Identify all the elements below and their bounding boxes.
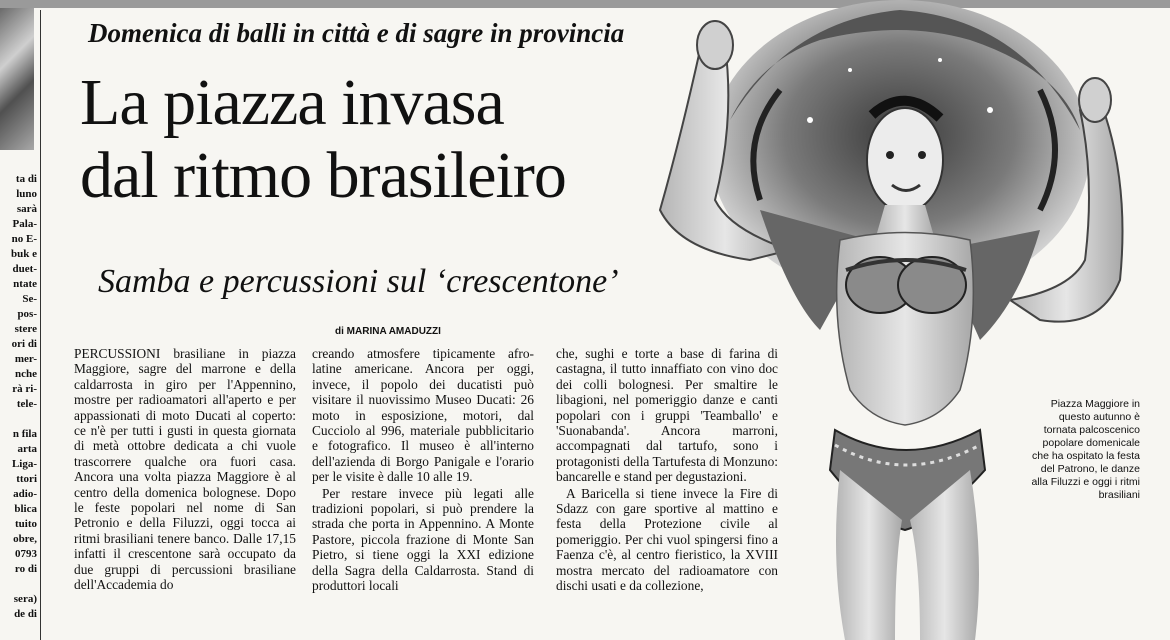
adjacent-article-line: pos- [17, 308, 37, 320]
adjacent-article-line: obre, [13, 533, 37, 545]
adjacent-article-line: blica [14, 503, 37, 515]
adjacent-article-line: rà ri- [12, 383, 37, 395]
headline-line-1: La piazza invasa [80, 66, 504, 139]
column-3-paragraph-2: A Baricella si tiene invece la Fire di Sdazz con gare sportive al mattino e festa della Protezione civile al pomeriggio. Per chi vuol spingersi fino a Faenza c'è, al centro fieristico, la XVIII mostra mercato del radioamatore con dischi usati e da collezione, [556, 485, 778, 594]
adjacent-article-photo [0, 8, 34, 150]
dancer-illustration [640, 0, 1170, 640]
adjacent-article-line: no E- [11, 233, 37, 245]
adjacent-article-column [0, 172, 37, 640]
adjacent-article-line [0, 412, 37, 427]
adjacent-article-line [0, 577, 37, 592]
adjacent-article-line: mer- [14, 353, 37, 365]
adjacent-article-line: ori di [11, 338, 37, 350]
adjacent-article-line: tuito [15, 518, 37, 530]
adjacent-article-line: tele- [16, 398, 37, 410]
adjacent-article-line: stere [14, 323, 37, 335]
column-3-paragraph-1: che, sughi e torte a base di farina di castagna, il tutto innaffiato con vino doc dei colli bolognesi. Per smaltire le libagioni, nel pomeriggio danze e canti popolari con i gruppi 'Teamballo' e 'Suonabanda'. Ancora marroni, accompagnati dal tartufo, sono i protagonisti della Tartufesta di Monzuno: bancarelle e stand per degustazioni. [556, 346, 778, 485]
samba-dancer-photo [640, 0, 1170, 640]
adjacent-article-line: 0793 [15, 548, 37, 560]
adjacent-article-line: de di [14, 608, 37, 620]
article-column-2 [312, 346, 534, 640]
adjacent-article-line: luno [16, 188, 37, 200]
column-2-paragraph-1: creando atmosfere tipicamente afro-latine americane. Ancora per oggi, invece, il popolo dei ducatisti può visitare il nuovissimo Museo Ducati: 26 moto in esposizione, motori, dal Cucciolo al 996, materiale pubblicitario e fotografico. Il museo è all'interno dell'azienda di Borgo Panigale e l'orario per le visite è dalle 10 alle 19. [312, 346, 534, 485]
headline-line-2: dal ritmo brasileiro [80, 139, 566, 212]
adjacent-article-line: adio- [13, 488, 37, 500]
adjacent-article-line: buk e [11, 248, 37, 260]
adjacent-article-line: arta [17, 443, 37, 455]
column-2-paragraph-2: Per restare invece più legati alle tradizioni popolari, si può prendere la strada che porta in Appennino. A Monte Pastore, piccola frazione di Monte San Pietro, si tiene oggi la XXI edizione della Sagra della Caldarrosta. Stand di produttori locali [312, 485, 534, 594]
article-kicker: Domenica di balli in città e di sagre in provincia [88, 18, 625, 48]
adjacent-article-line: Se- [22, 293, 37, 305]
adjacent-article-line: ntate [13, 278, 37, 290]
adjacent-article-line: ta di [15, 173, 37, 185]
photo-caption: Piazza Maggiore in questo autunno è tornata palcoscenico popolare domenicale che ha ospitato la festa del Patrono, le danze alla Filuzzi e oggi i ritmi brasiliani [1031, 398, 1140, 501]
article-column-1 [74, 346, 296, 640]
adjacent-article-line: n fila [12, 428, 37, 440]
adjacent-article-line: Liga- [11, 458, 37, 470]
adjacent-article-line: ttori [16, 473, 37, 485]
byline-author: MARINA AMADUZZI [346, 326, 441, 337]
adjacent-article-line: nche [15, 368, 37, 380]
byline [335, 326, 441, 337]
adjacent-article-line: duet- [12, 263, 37, 275]
adjacent-article-line: Pala- [12, 218, 37, 230]
article-subhead: Samba e percussioni sul ‘crescentone’ [98, 263, 619, 300]
article-headline [80, 66, 720, 212]
column-divider [40, 10, 41, 640]
column-1-paragraph-1: PERCUSSIONI brasiliane in piazza Maggiore, sagre del marrone e della caldarrosta in giro per l'Appennino, mostre per radioamatori all'aperto e per appassionati di moto Ducati al coperto: ce n'è per tutti i gusti in questa giornata di metà ottobre dedicata a chi vuole trascorrere qualche ora fuori casa. Ancora una volta piazza Maggiore è al centro della domenica bolognese. Dopo le feste popolari nel nome di San Petronio e della Filuzzi, oggi tocca ai ritmi brasiliani tenere banco. Dalle 17,15 infatti il crescentone sarà occupato da due gruppi di percussioni brasiliane dell'Accademia do [74, 346, 296, 593]
adjacent-article-line: ro di [14, 563, 37, 575]
adjacent-article-line: sarà [16, 203, 37, 215]
byline-prefix: di [335, 326, 344, 337]
adjacent-article-line: sera) [13, 593, 37, 605]
